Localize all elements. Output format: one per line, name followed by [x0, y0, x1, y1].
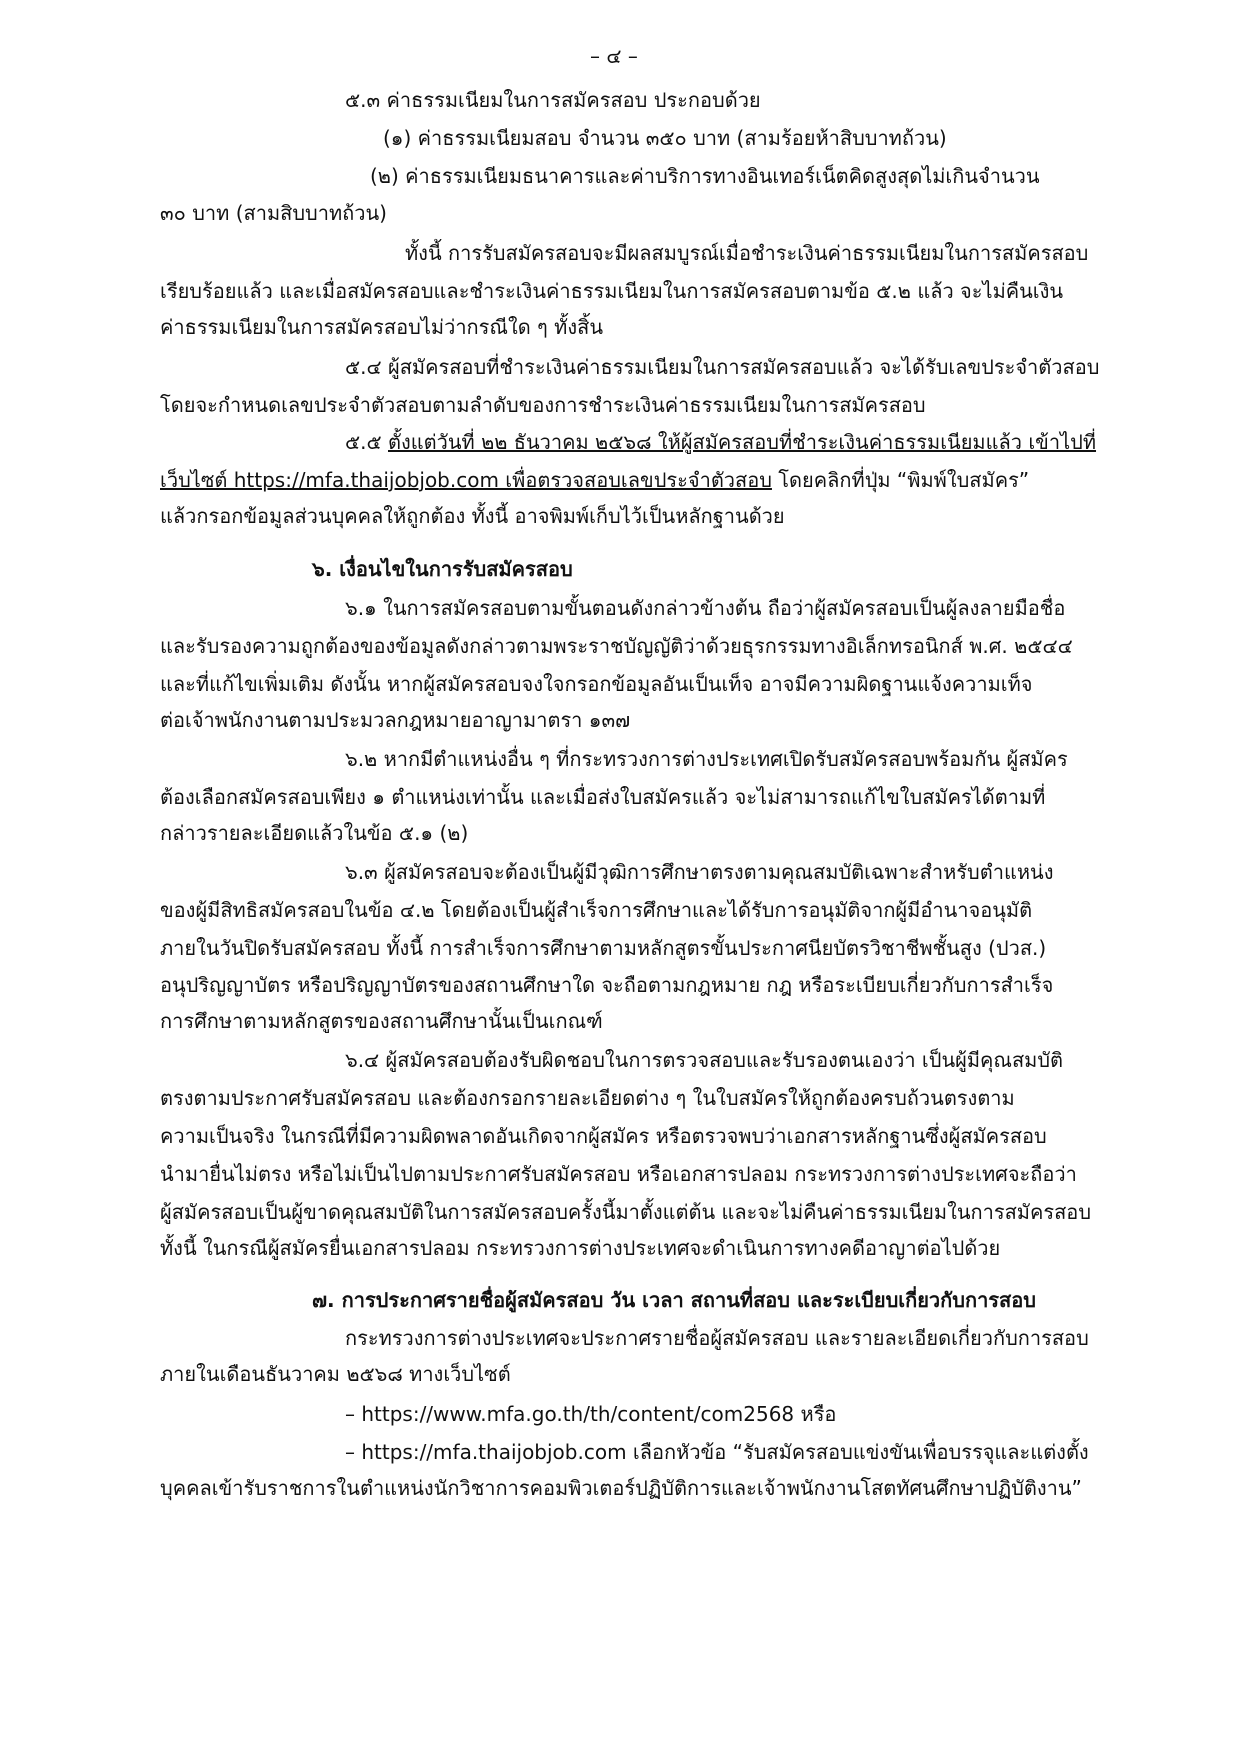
paragraph-line: – https://www.mfa.go.th/th/content/com2568 หรือ: [345, 1402, 837, 1426]
paragraph-line: ภายในวันปิดรับสมัครสอบ ทั้งนี้ การสำเร็จการศึกษาตามหลักสูตรขั้นประกาศนียบัตรวิชาชีพชั้นสูง (ปวส.): [160, 936, 1047, 960]
paragraph-line: ค่าธรรมเนียมในการสมัครสอบไม่ว่ากรณีใด ๆ ทั้งสิ้น: [160, 315, 603, 339]
paragraph-line: ๖.๔ ผู้สมัครสอบต้องรับผิดชอบในการตรวจสอบและรับรองตนเองว่า เป็นผู้มีคุณสมบัติ: [345, 1048, 1064, 1072]
paragraph-line: แล้วกรอกข้อมูลส่วนบุคคลให้ถูกต้อง ทั้งนี้ อาจพิมพ์เก็บไว้เป็นหลักฐานด้วย: [160, 504, 785, 528]
paragraph-line: (๒) ค่าธรรมเนียมธนาคารและค่าบริการทางอินเทอร์เน็ตคิดสูงสุดไม่เกินจำนวน: [370, 164, 1040, 188]
paragraph-line: ๖.๒ หากมีตำแหน่งอื่น ๆ ที่กระทรวงการต่างประเทศเปิดรับสมัครสอบพร้อมกัน ผู้สมัคร: [345, 747, 1068, 771]
section-heading: ๗. การประกาศรายชื่อผู้สมัครสอบ วัน เวลา สถานที่สอบ และระเบียบเกี่ยวกับการสอบ: [312, 1288, 1036, 1312]
paragraph-line: ของผู้มีสิทธิสมัครสอบในข้อ ๔.๒ โดยต้องเป็นผู้สำเร็จการศึกษาและได้รับการอนุมัติจากผู้มีอำนาจอนุมัติ: [160, 898, 1033, 922]
paragraph-line: ภายในเดือนธันวาคม ๒๕๖๘ ทางเว็บไซต์: [160, 1362, 511, 1386]
paragraph-line: การศึกษาตามหลักสูตรของสถานศึกษานั้นเป็นเกณฑ์: [160, 1009, 603, 1033]
underlined-link-text: เว็บไซต์ https://mfa.thaijobjob.com เพื่อตรวจสอบเลขประจำตัวสอบ: [160, 468, 772, 492]
paragraph-line: – https://mfa.thaijobjob.com เลือกหัวข้อ “รับสมัครสอบแข่งขันเพื่อบรรจุและแต่งตั้ง: [345, 1440, 1089, 1464]
page-number: – ๔ –: [590, 44, 638, 68]
paragraph-line: ๖.๑ ในการสมัครสอบตามขั้นตอนดังกล่าวข้างต้น ถือว่าผู้สมัครสอบเป็นผู้ลงลายมือชื่อ: [345, 596, 1066, 620]
paragraph-line: เว็บไซต์ https://mfa.thaijobjob.com เพื่อตรวจสอบเลขประจำตัวสอบ โดยคลิกที่ปุ่ม “พิมพ์ใบสมัคร”: [160, 468, 1030, 492]
paragraph-line: (๑) ค่าธรรมเนียมสอบ จำนวน ๓๕๐ บาท (สามร้อยห้าสิบบาทถ้วน): [383, 126, 947, 150]
underlined-text: ตั้งแต่วันที่ ๒๒ ธันวาคม ๒๕๖๘ ให้ผู้สมัครสอบที่ชำระเงินค่าธรรมเนียมแล้ว เข้าไปที่: [388, 430, 1097, 454]
paragraph-line: โดยจะกำหนดเลขประจำตัวสอบตามลำดับของการชำระเงินค่าธรรมเนียมในการสมัครสอบ: [160, 393, 926, 417]
paragraph-line: ๓๐ บาท (สามสิบบาทถ้วน): [160, 201, 387, 225]
paragraph-line: กระทรวงการต่างประเทศจะประกาศรายชื่อผู้สมัครสอบ และรายละเอียดเกี่ยวกับการสอบ: [345, 1326, 1089, 1350]
paragraph-line: ๕.๔ ผู้สมัครสอบที่ชำระเงินค่าธรรมเนียมในการสมัครสอบแล้ว จะได้รับเลขประจำตัวสอบ: [345, 355, 1100, 379]
paragraph-line: ผู้สมัครสอบเป็นผู้ขาดคุณสมบัติในการสมัครสอบครั้งนี้มาตั้งแต่ต้น และจะไม่คืนค่าธรรมเนียมในการสมัครสอบ: [160, 1200, 1092, 1224]
paragraph-line: ต้องเลือกสมัครสอบเพียง ๑ ตำแหน่งเท่านั้น และเมื่อส่งใบสมัครแล้ว จะไม่สามารถแก้ไขใบสมัครได้ตามที่: [160, 785, 1046, 809]
paragraph-line: ๕.๓ ค่าธรรมเนียมในการสมัครสอบ ประกอบด้วย: [345, 88, 761, 112]
paragraph-line: นำมายื่นไม่ตรง หรือไม่เป็นไปตามประกาศรับสมัครสอบ หรือเอกสารปลอม กระทรวงการต่างประเทศจะถือว่า: [160, 1162, 1077, 1186]
paragraph-line: ต่อเจ้าพนักงานตามประมวลกฎหมายอาญามาตรา ๑๓๗: [160, 708, 631, 732]
paragraph-line: ทั้งนี้ ในกรณีผู้สมัครยื่นเอกสารปลอม กระทรวงการต่างประเทศจะดำเนินการทางคดีอาญาต่อไปด้วย: [160, 1236, 1001, 1260]
paragraph-line: ทั้งนี้ การรับสมัครสอบจะมีผลสมบูรณ์เมื่อชำระเงินค่าธรรมเนียมในการสมัครสอบ: [405, 241, 1089, 265]
paragraph-line: อนุปริญญาบัตร หรือปริญญาบัตรของสถานศึกษาใด จะถือตามกฎหมาย กฎ หรือระเบียบเกี่ยวกับการสำเร็จ: [160, 973, 1054, 997]
paragraph-line: ๕.๕ ตั้งแต่วันที่ ๒๒ ธันวาคม ๒๕๖๘ ให้ผู้สมัครสอบที่ชำระเงินค่าธรรมเนียมแล้ว เข้าไปที่: [345, 430, 1097, 454]
paragraph-line: บุคคลเข้ารับราชการในตำแหน่งนักวิชาการคอมพิวเตอร์ปฏิบัติการและเจ้าพนักงานโสตทัศนศึกษาปฏิบัติงาน”: [160, 1476, 1082, 1500]
paragraph-line: ความเป็นจริง ในกรณีที่มีความผิดพลาดอันเกิดจากผู้สมัคร หรือตรวจพบว่าเอกสารหลักฐานซึ่งผู้สมัครสอบ: [160, 1124, 1047, 1148]
paragraph-line: ตรงตามประกาศรับสมัครสอบ และต้องกรอกรายละเอียดต่าง ๆ ในใบสมัครให้ถูกต้องครบถ้วนตรงตาม: [160, 1086, 1015, 1110]
paragraph-line: ๖.๓ ผู้สมัครสอบจะต้องเป็นผู้มีวุฒิการศึกษาตรงตามคุณสมบัติเฉพาะสำหรับตำแหน่ง: [345, 860, 1054, 884]
paragraph-line: กล่าวรายละเอียดแล้วในข้อ ๕.๑ (๒): [160, 821, 469, 845]
section-heading: ๖. เงื่อนไขในการรับสมัครสอบ: [312, 557, 573, 581]
paragraph-line: และรับรองความถูกต้องของข้อมูลดังกล่าวตามพระราชบัญญัติว่าด้วยธุรกรรมทางอิเล็กทรอนิกส์ พ.ศ. ๒๕๔๔: [160, 634, 1073, 658]
paragraph-line: เรียบร้อยแล้ว และเมื่อสมัครสอบและชำระเงินค่าธรรมเนียมในการสมัครสอบตามข้อ ๕.๒ แล้ว จะไม่คืนเงิน: [160, 279, 1064, 303]
paragraph-line: และที่แก้ไขเพิ่มเติม ดังนั้น หากผู้สมัครสอบจงใจกรอกข้อมูลอันเป็นเท็จ อาจมีความผิดฐานแจ้งความเท็จ: [160, 672, 1033, 696]
